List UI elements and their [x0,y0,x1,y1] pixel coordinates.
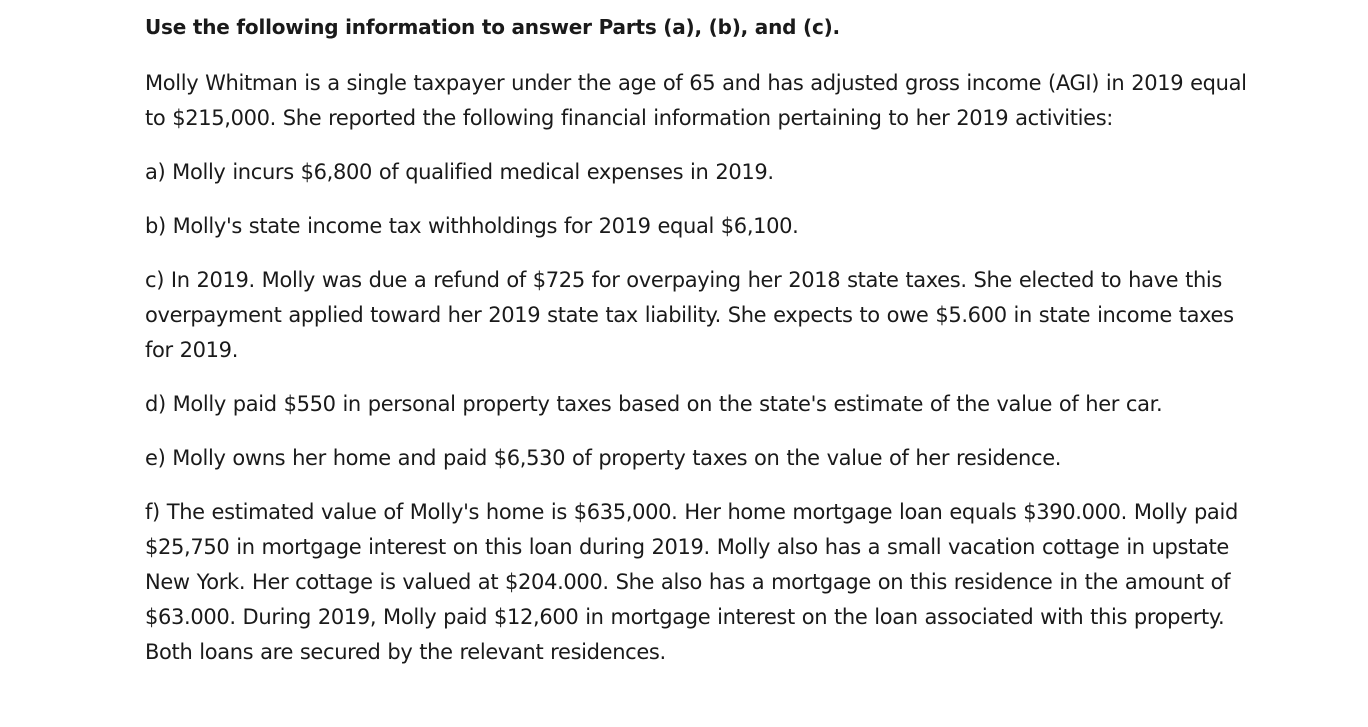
item-b: b) Molly's state income tax withholdings for 2019 equal $6,100. [145,214,799,238]
item-a: a) Molly incurs $6,800 of qualified medical expenses in 2019. [145,160,774,184]
item-f: f) The estimated value of Molly's home is $635,000. Her home mortgage loan equals $390.000. Molly paid $25,750 in mortgage interest on this loan during 2019. Molly also has a small vacation cottage in upstate New York. Her cottage is valued at $204.000. She also has a mortgage on this residence in the amount of $63.000. During 2019, Molly paid $12,600 in mortgage interest on the loan associated with this property. Both loans are secured by the relevant residences. [145,500,1238,664]
instructions-heading: Use the following information to answer Parts (a), (b), and (c). [145,15,840,39]
item-d: d) Molly paid $550 in personal property taxes based on the state's estimate of the value of her car. [145,392,1163,416]
document-body [145,12,1265,689]
item-c: c) In 2019. Molly was due a refund of $725 for overpaying her 2018 state taxes. She elected to have this overpayment applied toward her 2019 state tax liability. She expects to owe $5.600 in state income taxes for 2019. [145,268,1234,362]
intro-paragraph: Molly Whitman is a single taxpayer under the age of 65 and has adjusted gross income (AGI) in 2019 equal to $215,000. She reported the following financial information pertaining to her 2019 activities: [145,71,1247,130]
item-e: e) Molly owns her home and paid $6,530 of property taxes on the value of her residence. [145,446,1062,470]
